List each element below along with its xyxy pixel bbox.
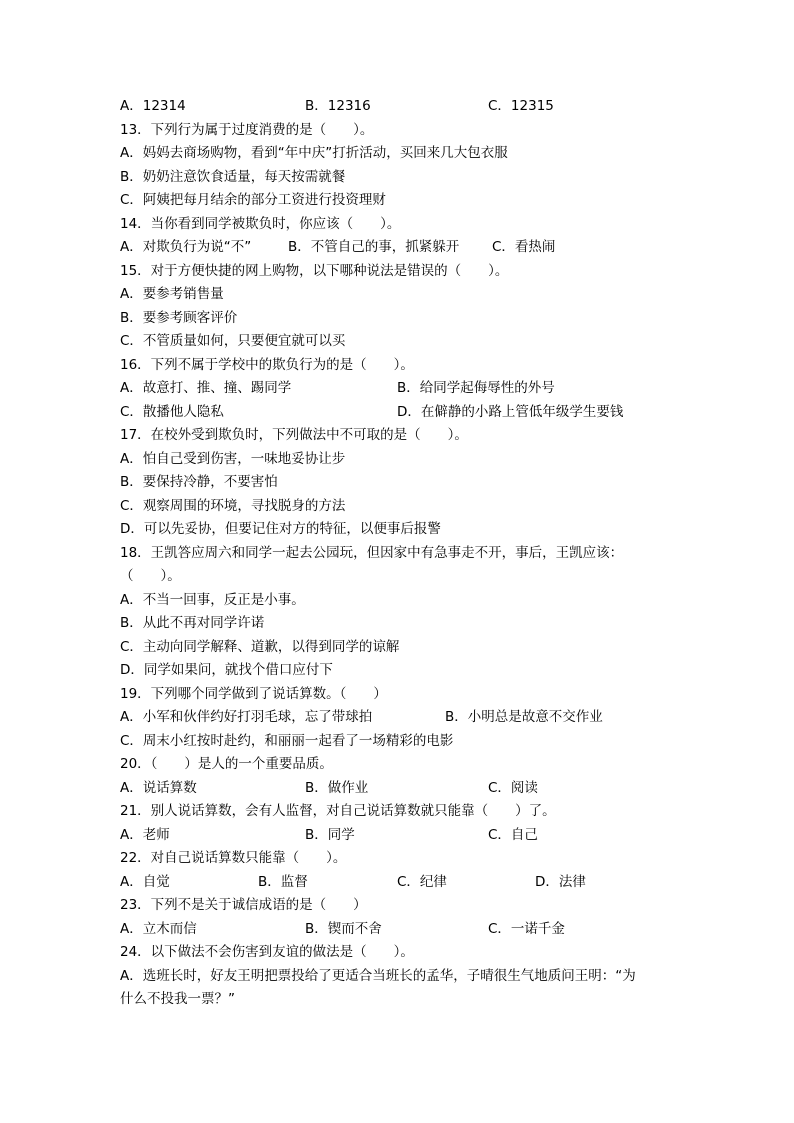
q20-option-a: A．说话算数 bbox=[120, 779, 197, 796]
q20-option-c: C．阅读 bbox=[488, 779, 538, 796]
q15-option-a: A．要参考销售量 bbox=[120, 286, 224, 302]
q22-stem: 22．对自己说话算数只能靠（ ）。 bbox=[120, 850, 347, 866]
q18-option-d: D．同学如果问，就找个借口应付下 bbox=[120, 662, 333, 678]
question-list bbox=[120, 95, 680, 1012]
q16-option-b: B．给同学起侮辱性的外号 bbox=[397, 380, 555, 396]
q17-stem: 17．在校外受到欺负时，下列做法中不可取的是（ ）。 bbox=[120, 427, 468, 443]
q21-stem: 21．别人说话算数，会有人监督，对自己说话算数就只能靠（ ）了。 bbox=[120, 803, 556, 819]
q23-option-a: A．立木而信 bbox=[120, 920, 197, 937]
q13-option-a: A．妈妈去商场购物，看到“年中庆”打折活动，买回来几大包衣服 bbox=[120, 145, 508, 161]
q16-option-d: D．在僻静的小路上管低年级学生要钱 bbox=[397, 403, 624, 420]
q19-option-b: B．小明总是故意不交作业 bbox=[445, 709, 603, 725]
q22-option-b: B．监督 bbox=[258, 873, 308, 890]
q16-option-a: A．故意打、推、撞、踢同学 bbox=[120, 380, 292, 396]
q21-options bbox=[120, 824, 680, 848]
q14-option-b: B．不管自己的事，抓紧躲开 bbox=[288, 239, 460, 255]
q12-options bbox=[120, 95, 680, 119]
q20-option-b: B．做作业 bbox=[305, 779, 369, 796]
q22-option-c: C．纪律 bbox=[397, 873, 447, 890]
q24-stem: 24．以下做法不会伤害到友谊的做法是（ ）。 bbox=[120, 944, 414, 960]
q14-stem: 14．当你看到同学被欺负时，你应该（ ）。 bbox=[120, 215, 401, 232]
q17-option-d: D．可以先妥协，但要记住对方的特征，以便事后报警 bbox=[120, 521, 441, 537]
q14-option-a: A．对欺负行为说“不” bbox=[120, 239, 252, 255]
q18-stem-line2: （ ）。 bbox=[120, 568, 181, 584]
q12-option-c: C．12315 bbox=[488, 98, 554, 114]
q14-option-c: C．看热闹 bbox=[492, 239, 556, 255]
q12-option-b: B．12316 bbox=[305, 98, 371, 114]
q21-option-c: C．自己 bbox=[488, 826, 538, 843]
q13-option-b: B．奶奶注意饮食适量，每天按需就餐 bbox=[120, 168, 346, 185]
q14-options bbox=[120, 236, 680, 260]
q22-options bbox=[120, 871, 680, 895]
q23-stem: 23．下列不是关于诚信成语的是（ ） bbox=[120, 897, 367, 913]
q23-option-c: C．一诺千金 bbox=[488, 920, 565, 937]
q13-stem: 13．下列行为属于过度消费的是（ ）。 bbox=[120, 121, 374, 138]
q17-option-a: A．怕自己受到伤害，一味地妥协让步 bbox=[120, 450, 346, 467]
q19-stem: 19．下列哪个同学做到了说话算数。（ ） bbox=[120, 685, 387, 702]
q16-option-c: C．散播他人隐私 bbox=[120, 403, 224, 420]
q12-option-a: A．12314 bbox=[120, 98, 186, 114]
q22-option-a: A．自觉 bbox=[120, 873, 170, 890]
q13-option-c: C．阿姨把每月结余的部分工资进行投资理财 bbox=[120, 192, 386, 208]
q15-option-b: B．要参考顾客评价 bbox=[120, 309, 238, 326]
q16-options-row1 bbox=[120, 377, 680, 401]
q18-option-b: B．从此不再对同学许诺 bbox=[120, 615, 265, 631]
q16-options-row2 bbox=[120, 401, 680, 425]
q18-stem-line1: 18．王凯答应周六和同学一起去公园玩，但因家中有急事走不开，事后，王凯应该： bbox=[120, 544, 624, 561]
q20-stem: 20．（ ）是人的一个重要品质。 bbox=[120, 756, 333, 772]
q21-option-b: B．同学 bbox=[305, 826, 355, 843]
q15-option-c: C．不管质量如何，只要便宜就可以买 bbox=[120, 333, 346, 349]
q18-option-c: C．主动向同学解释、道歉，以得到同学的谅解 bbox=[120, 638, 400, 655]
q20-options bbox=[120, 777, 680, 801]
q24-option-a-line2: 什么不投我一票？” bbox=[120, 991, 235, 1007]
q19-option-a: A．小军和伙伴约好打羽毛球，忘了带球拍 bbox=[120, 709, 373, 725]
q19-option-c: C．周末小红按时赴约，和丽丽一起看了一场精彩的电影 bbox=[120, 732, 454, 749]
q18-option-a: A．不当一回事，反正是小事。 bbox=[120, 591, 305, 608]
q17-option-c: C．观察周围的环境，寻找脱身的方法 bbox=[120, 497, 346, 514]
q15-stem: 15．对于方便快捷的网上购物，以下哪种说法是错误的（ ）。 bbox=[120, 262, 509, 279]
q19-options-row1 bbox=[120, 706, 680, 730]
q16-stem: 16．下列不属于学校中的欺负行为的是（ ）。 bbox=[120, 356, 414, 373]
q24-option-a-line1: A．选班长时，好友王明把票投给了更适合当班长的孟华，子晴很生气地质问王明：“为 bbox=[120, 967, 636, 984]
q21-option-a: A．老师 bbox=[120, 826, 170, 843]
q23-option-b: B．锲而不舍 bbox=[305, 920, 382, 937]
q23-options bbox=[120, 918, 680, 942]
q17-option-b: B．要保持冷静，不要害怕 bbox=[120, 474, 278, 490]
q22-option-d: D．法律 bbox=[535, 873, 586, 890]
